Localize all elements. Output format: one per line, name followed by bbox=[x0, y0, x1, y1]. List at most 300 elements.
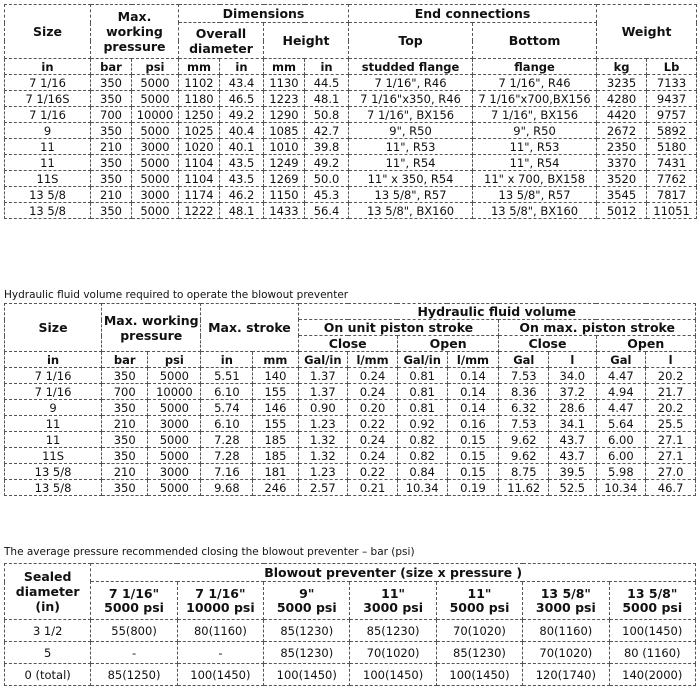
unit-cell: Gal/in bbox=[298, 352, 348, 368]
table-row bbox=[5, 432, 696, 448]
unit-cell: Gal bbox=[499, 352, 549, 368]
table-cell: - bbox=[91, 642, 177, 664]
table-cell: 3000 bbox=[148, 416, 201, 432]
table-cell: 11 bbox=[5, 416, 102, 432]
units-row bbox=[5, 352, 696, 368]
preventer-column-label: 5000 psi bbox=[104, 599, 164, 615]
table-cell: 0.24 bbox=[348, 448, 398, 464]
table-cell: 2.57 bbox=[298, 480, 348, 496]
preventer-column-label: 13 5/8" bbox=[627, 585, 678, 601]
table-cell: 0.82 bbox=[397, 448, 447, 464]
table-row bbox=[5, 91, 697, 107]
table-row bbox=[5, 187, 697, 203]
table-cell: 34.0 bbox=[549, 368, 596, 384]
preventer-column-header bbox=[350, 582, 436, 620]
table-cell: 0.22 bbox=[348, 416, 398, 432]
table-cell: 13 5/8 bbox=[5, 203, 91, 219]
table-cell: 6.10 bbox=[201, 384, 253, 400]
table-cell: 1249 bbox=[264, 155, 305, 171]
table-cell: 7817 bbox=[647, 187, 697, 203]
unit-cell: mm bbox=[264, 59, 305, 75]
table-cell: 11" x 350, R54 bbox=[349, 171, 473, 187]
table-cell: 5.98 bbox=[596, 464, 646, 480]
preventer-column-label: 5000 psi bbox=[622, 599, 683, 615]
table-cell: 42.7 bbox=[305, 123, 349, 139]
table-cell: 350 bbox=[102, 480, 148, 496]
preventer-column-label: 5000 psi bbox=[449, 599, 510, 615]
table-cell: 85(1230) bbox=[264, 642, 350, 664]
table-cell: 7 1/16", R46 bbox=[473, 75, 597, 91]
table-cell: 25.5 bbox=[646, 416, 696, 432]
table-cell: 350 bbox=[102, 400, 148, 416]
table-cell: 20.2 bbox=[646, 400, 696, 416]
hydraulic-caption: Hydraulic fluid volume required to operate the blowout preventer bbox=[4, 289, 349, 301]
table-cell: 7 1/16", BX156 bbox=[473, 107, 597, 123]
table-cell: 7 1/16", BX156 bbox=[349, 107, 473, 123]
table-cell: 100(1450) bbox=[609, 620, 695, 642]
table-cell: 9.68 bbox=[201, 480, 253, 496]
table-cell: 9", R50 bbox=[349, 123, 473, 139]
table-cell: 2350 bbox=[597, 139, 647, 155]
table-row bbox=[5, 464, 696, 480]
table-cell: 3000 bbox=[132, 139, 179, 155]
table-cell: 5180 bbox=[647, 139, 697, 155]
table-cell: 0 (total) bbox=[5, 664, 91, 686]
preventer-column-label: 3000 psi bbox=[363, 599, 424, 615]
hydraulic-volume-header: Hydraulic fluid volume bbox=[298, 304, 696, 320]
table-cell: 13 5/8", BX160 bbox=[349, 203, 473, 219]
table-cell: 0.16 bbox=[447, 416, 499, 432]
preventer-column-label: 11" bbox=[381, 585, 406, 601]
preventer-column-label: 7 1/16" bbox=[195, 585, 246, 601]
table-cell: 39.5 bbox=[549, 464, 596, 480]
table-cell: 0.84 bbox=[397, 464, 447, 480]
max-open-header: Open bbox=[596, 336, 695, 352]
height-header: Height bbox=[264, 23, 349, 59]
table-cell: 4420 bbox=[597, 107, 647, 123]
table-cell: 1020 bbox=[179, 139, 220, 155]
table-row bbox=[5, 368, 696, 384]
table-cell: 1290 bbox=[264, 107, 305, 123]
table-cell: 1130 bbox=[264, 75, 305, 91]
sealed-diameter-header: Sealed diameter (in) bbox=[5, 564, 91, 620]
table-cell: 10000 bbox=[148, 384, 201, 400]
table-cell: 7762 bbox=[647, 171, 697, 187]
table-cell: 4.47 bbox=[596, 400, 646, 416]
table-cell: 1025 bbox=[179, 123, 220, 139]
table-row bbox=[5, 642, 696, 664]
table-cell: 0.15 bbox=[447, 448, 499, 464]
table-cell: 34.1 bbox=[549, 416, 596, 432]
table-cell: 5000 bbox=[148, 448, 201, 464]
overall-diameter-header: Overall diameter bbox=[179, 23, 264, 59]
table-row bbox=[5, 171, 697, 187]
weight-header: Weight bbox=[597, 5, 697, 59]
preventer-column-header bbox=[436, 582, 522, 620]
max-pressure-header: Max. working pressure bbox=[102, 304, 201, 352]
table-cell: 80(1160) bbox=[523, 620, 609, 642]
unit-cell: psi bbox=[148, 352, 201, 368]
table-cell: 11S bbox=[5, 171, 91, 187]
table-cell: 39.8 bbox=[305, 139, 349, 155]
table-cell: 7 1/16S bbox=[5, 91, 91, 107]
table-cell: 0.15 bbox=[447, 464, 499, 480]
table-cell: 1104 bbox=[179, 155, 220, 171]
unit-cell: flange bbox=[473, 59, 597, 75]
table-cell: 13 5/8 bbox=[5, 187, 91, 203]
table-cell: 7.16 bbox=[201, 464, 253, 480]
table-cell: 43.7 bbox=[549, 448, 596, 464]
table-cell: 3235 bbox=[597, 75, 647, 91]
table-row bbox=[5, 107, 697, 123]
table-cell: 1150 bbox=[264, 187, 305, 203]
table-cell: 7 1/16", R46 bbox=[349, 75, 473, 91]
table-cell: 5000 bbox=[132, 203, 179, 219]
max-pressure-header: Max. working pressure bbox=[91, 5, 179, 59]
preventer-column-label: 11" bbox=[467, 585, 492, 601]
table-cell: 85(1230) bbox=[350, 620, 436, 642]
preventer-column-header bbox=[523, 582, 609, 620]
table-cell: 28.6 bbox=[549, 400, 596, 416]
table-cell: 5892 bbox=[647, 123, 697, 139]
table-cell: 70(1020) bbox=[350, 642, 436, 664]
table-cell: 1.37 bbox=[298, 368, 348, 384]
on-max-stroke-header: On max. piston stroke bbox=[499, 320, 696, 336]
unit-cell: kg bbox=[597, 59, 647, 75]
units-row bbox=[5, 59, 697, 75]
table-cell: 10.34 bbox=[596, 480, 646, 496]
table-cell: 8.75 bbox=[499, 464, 549, 480]
table-row bbox=[5, 384, 696, 400]
table-cell: 7.53 bbox=[499, 368, 549, 384]
top-header: Top bbox=[349, 23, 473, 59]
table-cell: 350 bbox=[91, 203, 132, 219]
table-cell: 7 1/16 bbox=[5, 75, 91, 91]
table-cell: 37.2 bbox=[549, 384, 596, 400]
table-cell: - bbox=[177, 642, 263, 664]
table-cell: 7 1/16"x700,BX156 bbox=[473, 91, 597, 107]
hydraulic-volume-table bbox=[4, 303, 696, 496]
table-cell: 11.62 bbox=[499, 480, 549, 496]
unit-cell: psi bbox=[132, 59, 179, 75]
table-cell: 5000 bbox=[132, 123, 179, 139]
table-cell: 5000 bbox=[148, 480, 201, 496]
table-cell: 5000 bbox=[132, 91, 179, 107]
table-cell: 1104 bbox=[179, 171, 220, 187]
table-cell: 5000 bbox=[148, 432, 201, 448]
unit-cell: Lb bbox=[647, 59, 697, 75]
size-header: Size bbox=[5, 304, 102, 352]
table-cell: 5.64 bbox=[596, 416, 646, 432]
bottom-header: Bottom bbox=[473, 23, 597, 59]
dimensions-table bbox=[4, 4, 697, 219]
table-cell: 9 bbox=[5, 123, 91, 139]
preventer-column-label: 3000 psi bbox=[535, 599, 596, 615]
table-cell: 52.5 bbox=[549, 480, 596, 496]
table-cell: 0.81 bbox=[397, 384, 447, 400]
table-cell: 1269 bbox=[264, 171, 305, 187]
table-cell: 50.8 bbox=[305, 107, 349, 123]
unit-cell: in bbox=[5, 352, 102, 368]
table-cell: 85(1230) bbox=[264, 620, 350, 642]
table-cell: 5012 bbox=[597, 203, 647, 219]
table-cell: 210 bbox=[91, 139, 132, 155]
table-cell: 0.20 bbox=[348, 400, 398, 416]
table-cell: 11", R54 bbox=[473, 155, 597, 171]
table-cell: 4280 bbox=[597, 91, 647, 107]
table-cell: 70(1020) bbox=[436, 620, 522, 642]
table-cell: 140(2000) bbox=[609, 664, 695, 686]
table-cell: 0.82 bbox=[397, 432, 447, 448]
table-cell: 80(1160) bbox=[177, 620, 263, 642]
table-cell: 40.1 bbox=[220, 139, 264, 155]
table-cell: 0.14 bbox=[447, 400, 499, 416]
table-cell: 350 bbox=[91, 91, 132, 107]
table-cell: 5000 bbox=[148, 400, 201, 416]
table-cell: 350 bbox=[102, 448, 148, 464]
dimensions-header: Dimensions bbox=[179, 5, 349, 23]
unit-open-header: Open bbox=[397, 336, 499, 352]
table-cell: 9.62 bbox=[499, 432, 549, 448]
table-cell: 185 bbox=[253, 448, 298, 464]
table-cell: 9", R50 bbox=[473, 123, 597, 139]
unit-cell: in bbox=[220, 59, 264, 75]
table-row bbox=[5, 664, 696, 686]
table-cell: 350 bbox=[102, 368, 148, 384]
table-cell: 350 bbox=[91, 155, 132, 171]
table-cell: 1.37 bbox=[298, 384, 348, 400]
table-cell: 6.10 bbox=[201, 416, 253, 432]
table-cell: 46.2 bbox=[220, 187, 264, 203]
table-cell: 1222 bbox=[179, 203, 220, 219]
unit-cell: mm bbox=[179, 59, 220, 75]
table-cell: 9437 bbox=[647, 91, 697, 107]
table-cell: 7 1/16 bbox=[5, 384, 102, 400]
table-cell: 0.19 bbox=[447, 480, 499, 496]
unit-cell: studded flange bbox=[349, 59, 473, 75]
table-cell: 11", R53 bbox=[473, 139, 597, 155]
table-cell: 5000 bbox=[132, 75, 179, 91]
table-cell: 45.3 bbox=[305, 187, 349, 203]
table-cell: 700 bbox=[102, 384, 148, 400]
preventer-column-header bbox=[264, 582, 350, 620]
unit-cell: bar bbox=[91, 59, 132, 75]
table-cell: 43.5 bbox=[220, 155, 264, 171]
table-cell: 100(1450) bbox=[436, 664, 522, 686]
table-cell: 1102 bbox=[179, 75, 220, 91]
table-cell: 7.28 bbox=[201, 432, 253, 448]
table-cell: 8.36 bbox=[499, 384, 549, 400]
table-cell: 10.34 bbox=[397, 480, 447, 496]
table-cell: 0.24 bbox=[348, 368, 398, 384]
max-stroke-header: Max. stroke bbox=[201, 304, 298, 352]
table-cell: 0.81 bbox=[397, 400, 447, 416]
table-cell: 11S bbox=[5, 448, 102, 464]
table-cell: 13 5/8 bbox=[5, 480, 102, 496]
table-cell: 55(800) bbox=[91, 620, 177, 642]
table-cell: 13 5/8", BX160 bbox=[473, 203, 597, 219]
table-cell: 56.4 bbox=[305, 203, 349, 219]
preventer-column-header bbox=[609, 582, 695, 620]
table-cell: 10000 bbox=[132, 107, 179, 123]
table-cell: 5 bbox=[5, 642, 91, 664]
table-cell: 120(1740) bbox=[523, 664, 609, 686]
table-row bbox=[5, 139, 697, 155]
table-cell: 4.47 bbox=[596, 368, 646, 384]
unit-cell: in bbox=[201, 352, 253, 368]
table-cell: 85(1250) bbox=[91, 664, 177, 686]
preventer-column-label: 13 5/8" bbox=[540, 585, 591, 601]
table-cell: 2672 bbox=[597, 123, 647, 139]
table-cell: 155 bbox=[253, 384, 298, 400]
table-row bbox=[5, 400, 696, 416]
table-cell: 85(1230) bbox=[436, 642, 522, 664]
table-cell: 210 bbox=[102, 464, 148, 480]
table-cell: 0.92 bbox=[397, 416, 447, 432]
table-cell: 7133 bbox=[647, 75, 697, 91]
table-cell: 3545 bbox=[597, 187, 647, 203]
preventer-column-label: 9" bbox=[299, 585, 315, 601]
table-cell: 0.21 bbox=[348, 480, 398, 496]
table-row bbox=[5, 123, 697, 139]
table-cell: 46.5 bbox=[220, 91, 264, 107]
unit-cell: l/mm bbox=[447, 352, 499, 368]
unit-cell: l bbox=[646, 352, 696, 368]
unit-cell: mm bbox=[253, 352, 298, 368]
preventer-column-header bbox=[91, 582, 177, 620]
table-cell: 1223 bbox=[264, 91, 305, 107]
preventer-column-label: 7 1/16" bbox=[108, 585, 160, 601]
table-cell: 13 5/8 bbox=[5, 464, 102, 480]
table-cell: 9.62 bbox=[499, 448, 549, 464]
table-cell: 27.1 bbox=[646, 448, 696, 464]
table-cell: 1250 bbox=[179, 107, 220, 123]
table-cell: 1174 bbox=[179, 187, 220, 203]
table-cell: 0.14 bbox=[447, 368, 499, 384]
table-row bbox=[5, 480, 696, 496]
table-cell: 100(1450) bbox=[177, 664, 263, 686]
table-cell: 43.4 bbox=[220, 75, 264, 91]
on-unit-stroke-header: On unit piston stroke bbox=[298, 320, 499, 336]
table-cell: 5000 bbox=[132, 155, 179, 171]
table-cell: 27.0 bbox=[646, 464, 696, 480]
table-cell: 0.90 bbox=[298, 400, 348, 416]
table-cell: 0.15 bbox=[447, 432, 499, 448]
table-cell: 5.74 bbox=[201, 400, 253, 416]
table-cell: 9 bbox=[5, 400, 102, 416]
table-cell: 3000 bbox=[132, 187, 179, 203]
table-cell: 9757 bbox=[647, 107, 697, 123]
table-cell: 48.1 bbox=[305, 91, 349, 107]
table-cell: 100(1450) bbox=[350, 664, 436, 686]
table-cell: 246 bbox=[253, 480, 298, 496]
table-cell: 1.32 bbox=[298, 432, 348, 448]
unit-cell: Gal bbox=[596, 352, 646, 368]
table-cell: 210 bbox=[91, 187, 132, 203]
table-cell: 185 bbox=[253, 432, 298, 448]
table-cell: 11 bbox=[5, 432, 102, 448]
table-cell: 100(1450) bbox=[264, 664, 350, 686]
table-cell: 11 bbox=[5, 155, 91, 171]
table-row bbox=[5, 203, 697, 219]
table-cell: 11", R54 bbox=[349, 155, 473, 171]
table-cell: 210 bbox=[102, 416, 148, 432]
table-cell: 6.32 bbox=[499, 400, 549, 416]
pressure-caption: The average pressure recommended closing the blowout preventer – bar (psi) bbox=[4, 546, 415, 558]
unit-cell: in bbox=[5, 59, 91, 75]
table-cell: 50.0 bbox=[305, 171, 349, 187]
table-row bbox=[5, 620, 696, 642]
table-cell: 350 bbox=[91, 171, 132, 187]
end-connections-header: End connections bbox=[349, 5, 597, 23]
table-cell: 0.22 bbox=[348, 464, 398, 480]
table-cell: 3 1/2 bbox=[5, 620, 91, 642]
table-cell: 46.7 bbox=[646, 480, 696, 496]
table-cell: 43.5 bbox=[220, 171, 264, 187]
table-cell: 40.4 bbox=[220, 123, 264, 139]
table-cell: 155 bbox=[253, 416, 298, 432]
table-cell: 1085 bbox=[264, 123, 305, 139]
unit-cell: in bbox=[305, 59, 349, 75]
table-cell: 7.53 bbox=[499, 416, 549, 432]
table-cell: 700 bbox=[91, 107, 132, 123]
table-cell: 3000 bbox=[148, 464, 201, 480]
table-cell: 44.5 bbox=[305, 75, 349, 91]
blowout-preventer-header: Blowout preventer (size x pressure ) bbox=[91, 564, 696, 582]
table-cell: 1.23 bbox=[298, 464, 348, 480]
table-cell: 6.00 bbox=[596, 448, 646, 464]
table-cell: 43.7 bbox=[549, 432, 596, 448]
table-cell: 7 1/16 bbox=[5, 107, 91, 123]
table-cell: 5000 bbox=[148, 368, 201, 384]
table-cell: 70(1020) bbox=[523, 642, 609, 664]
table-cell: 350 bbox=[102, 432, 148, 448]
table-cell: 27.1 bbox=[646, 432, 696, 448]
table-cell: 49.2 bbox=[305, 155, 349, 171]
table-row bbox=[5, 416, 696, 432]
table-row bbox=[5, 448, 696, 464]
table-cell: 0.81 bbox=[397, 368, 447, 384]
table-cell: 1180 bbox=[179, 91, 220, 107]
table-cell: 140 bbox=[253, 368, 298, 384]
table-cell: 13 5/8", R57 bbox=[473, 187, 597, 203]
table-cell: 7 1/16"x350, R46 bbox=[349, 91, 473, 107]
table-cell: 6.00 bbox=[596, 432, 646, 448]
max-close-header: Close bbox=[499, 336, 596, 352]
table-cell: 80 (1160) bbox=[609, 642, 695, 664]
preventer-column-label: 10000 psi bbox=[186, 599, 255, 615]
table-cell: 7.28 bbox=[201, 448, 253, 464]
unit-cell: l/mm bbox=[348, 352, 398, 368]
table-cell: 49.2 bbox=[220, 107, 264, 123]
table-cell: 1.32 bbox=[298, 448, 348, 464]
table-cell: 3520 bbox=[597, 171, 647, 187]
table-cell: 0.24 bbox=[348, 432, 398, 448]
table-cell: 5.51 bbox=[201, 368, 253, 384]
table-cell: 21.7 bbox=[646, 384, 696, 400]
unit-cell: l bbox=[549, 352, 596, 368]
table-cell: 350 bbox=[91, 75, 132, 91]
table-cell: 7 1/16 bbox=[5, 368, 102, 384]
table-cell: 11051 bbox=[647, 203, 697, 219]
table-row bbox=[5, 155, 697, 171]
table-cell: 11" x 700, BX158 bbox=[473, 171, 597, 187]
preventer-column-header bbox=[177, 582, 263, 620]
table-cell: 3370 bbox=[597, 155, 647, 171]
table-cell: 4.94 bbox=[596, 384, 646, 400]
table-cell: 181 bbox=[253, 464, 298, 480]
table-row bbox=[5, 75, 697, 91]
